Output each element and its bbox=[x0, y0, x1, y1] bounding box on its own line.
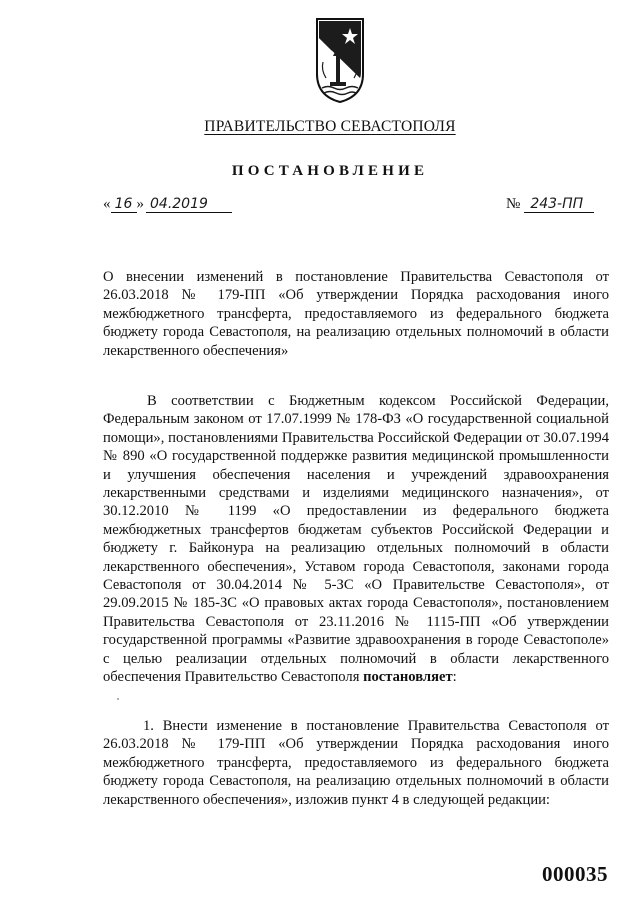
sevastopol-coat-of-arms-icon bbox=[314, 16, 366, 104]
document-number bbox=[506, 196, 594, 213]
preamble-paragraph bbox=[103, 392, 609, 687]
preamble-text: В соответствии с Бюджетным кодексом Российской Федерации, Федеральным законом от 17.07.1999 № 178-ФЗ «О государственной социальной помощи», постановлениями Правительства Российской Федерации от 30.07.1994 № 890 «О государственной поддержке развития медицинской промышленности и улучшения обеспечения населения и учреждений здравоохранения лекарственными средствами и изделиями медицинского назначения», от 30.12.2010 № 1199 «О предоставлении из федерального бюджета межбюджетных трансфертов бюджетам субъектов Российской Федерации и бюджету г. Байконура на реализацию отдельных полномочий в области лекарственного обеспечения», Уставом города Севастополя, законами города Севастополя от 30.04.2014 № 5-ЗС «О Правительстве Севастополя», от 29.09.2015 № 185-ЗС «О правовых актах города Севастополя», постановлением Правительства Севастополя от 23.11.2016 № 1115-ПП «Об утверждении государственной программы «Развитие здравоохранения в городе Севастополе» с целью реализации отдельных полномочий в области лекарственного обеспечения Правительство Севастополя bbox=[103, 393, 609, 686]
number-handwritten: 243-ПП bbox=[524, 196, 594, 213]
preamble-verb: постановляет bbox=[363, 669, 453, 686]
document-subject: О внесении изменений в постановление Правительства Севастополя от 26.03.2018 № 179-ПП «Об утверждении Порядка расходования иного межбюджетного трансферта, предоставляемого из федерального бюджета бюджету города Севастополя, на реализацию отдельных полномочий в области лекарственного обеспечения» bbox=[103, 269, 609, 359]
date-quote-close: » bbox=[136, 196, 144, 212]
scan-artifact bbox=[117, 698, 119, 700]
date-quote-open: « bbox=[103, 196, 111, 212]
sheet-number: 000035 bbox=[542, 862, 608, 886]
date-month-year-handwritten: 04.2019 bbox=[146, 196, 232, 213]
document-date bbox=[103, 196, 232, 213]
number-sign: № bbox=[506, 196, 521, 212]
government-title: ПРАВИТЕЛЬСТВО СЕВАСТОПОЛЯ bbox=[204, 118, 456, 135]
document-type-heading: ПОСТАНОВЛЕНИЕ bbox=[231, 163, 429, 179]
item-1-paragraph: 1. Внести изменение в постановление Правительства Севастополя от 26.03.2018 № 179-ПП «Об утверждении Порядка расходования иного межбюджетного трансферта, предоставляемого из федерального бюджета бюджету города Севастополя, на реализацию отдельных полномочий в области лекарственного обеспечения», изложив пункт 4 в следующей редакции: bbox=[103, 718, 609, 808]
preamble-colon: : bbox=[452, 669, 457, 686]
date-day-handwritten: 16 bbox=[111, 196, 137, 213]
